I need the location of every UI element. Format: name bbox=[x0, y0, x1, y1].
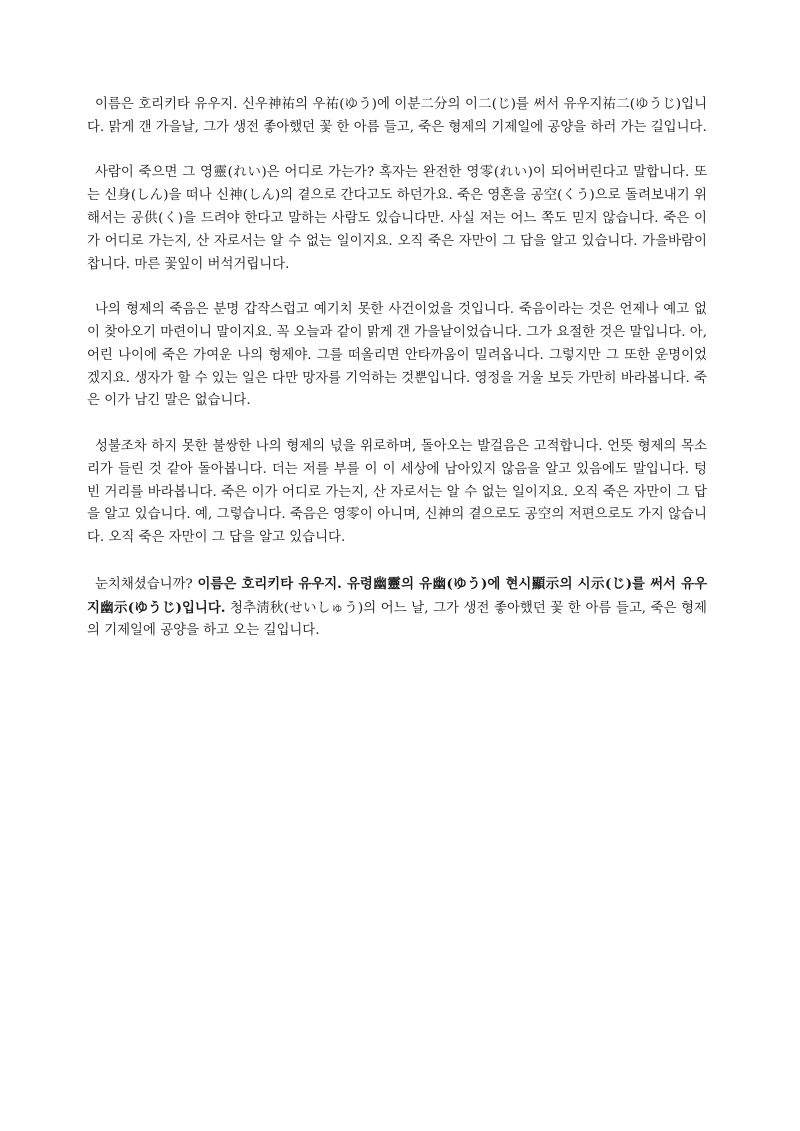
paragraph-3 bbox=[87, 299, 707, 413]
document-body bbox=[87, 94, 707, 666]
paragraph-1 bbox=[87, 94, 707, 140]
paragraph-2-text: 사람이 죽으면 그 영靈(れい)은 어디로 가는가? 혹자는 완전한 영零(れい)이 되어버린다고 말합니다. 또는 신身(しん)을 떠나 신神(しん)의 곁으로 간다고도 하던가요. 죽은 영혼을 공空(くう)으로 돌려보내기 위해서는 공供(く)을 드려야 한다고 말하는 사람도 있습니다만. 사실 저는 어느 쪽도 믿지 않습니다. 죽은 이가 어디로 가는지, 산 자로서는 알 수 없는 일이지요. 오직 죽은 자만이 그 답을 알고 있습니다. 가을바람이 찹니다. 마른 꽃잎이 버석거립니다. bbox=[87, 165, 707, 272]
paragraph-5-text-intro: 눈치채셨습니까? bbox=[95, 576, 198, 592]
paragraph-4 bbox=[87, 436, 707, 550]
paragraph-5 bbox=[87, 573, 707, 643]
paragraph-2 bbox=[87, 162, 707, 276]
paragraph-1-text: 이름은 호리키타 유우지. 신우神祐의 우祐(ゆう)에 이분二分의 이二(じ)를 써서 유우지祐二(ゆうじ)입니다. 맑게 갠 가을날, 그가 생전 좋아했던 꽃 한 아름 들고, 죽은 형제의 기제일에 공양을 하러 가는 길입니다. bbox=[87, 97, 707, 135]
paragraph-3-text: 나의 형제의 죽음은 분명 갑작스럽고 예기치 못한 사건이었을 것입니다. 죽음이라는 것은 언제나 예고 없이 찾아오기 마련이니 말이지요. 꼭 오늘과 같이 맑게 갠 가을날이었습니다. 그가 요절한 것은 말입니다. 아, 어린 나이에 죽은 가여운 나의 형제야. 그를 떠올리면 안타까움이 밀려옵니다. 그렇지만 그 또한 운명이었겠지요. 생자가 할 수 있는 일은 다만 망자를 기억하는 것뿐입니다. 영정을 거울 보듯 가만히 바라봅니다. 죽은 이가 남긴 말은 없습니다. bbox=[87, 302, 707, 409]
paragraph-5-text-emphasis: 이름은 호리키타 유우지. 유령幽靈의 유幽(ゆう)에 현시顯示의 시示(じ)를 써서 유우지幽示(ゆうじ)입니다. bbox=[87, 575, 708, 616]
paragraph-5-text-outro: 청추淸秋(せいしゅう)의 어느 날, 그가 생전 좋아했던 꽃 한 아름 들고, 죽은 형제의 기제일에 공양을 하고 오는 길입니다. bbox=[87, 600, 707, 639]
paragraph-4-text: 성불조차 하지 못한 불쌍한 나의 형제의 넋을 위로하며, 돌아오는 발걸음은 고적합니다. 언뜻 형제의 목소리가 들린 것 같아 돌아봅니다. 더는 저를 부를 이 이 세상에 남아있지 않음을 알고 있음에도 말입니다. 텅 빈 거리를 바라봅니다. 죽은 이가 어디로 가는지, 산 자로서는 알 수 없는 일이지요. 오직 죽은 자만이 그 답을 알고 있습니다. 예, 그렇습니다. 죽음은 영零이 아니며, 신神의 곁으로도 공空의 저편으로도 가지 않습니다. 오직 죽은 자만이 그 답을 알고 있습니다. bbox=[87, 438, 707, 546]
